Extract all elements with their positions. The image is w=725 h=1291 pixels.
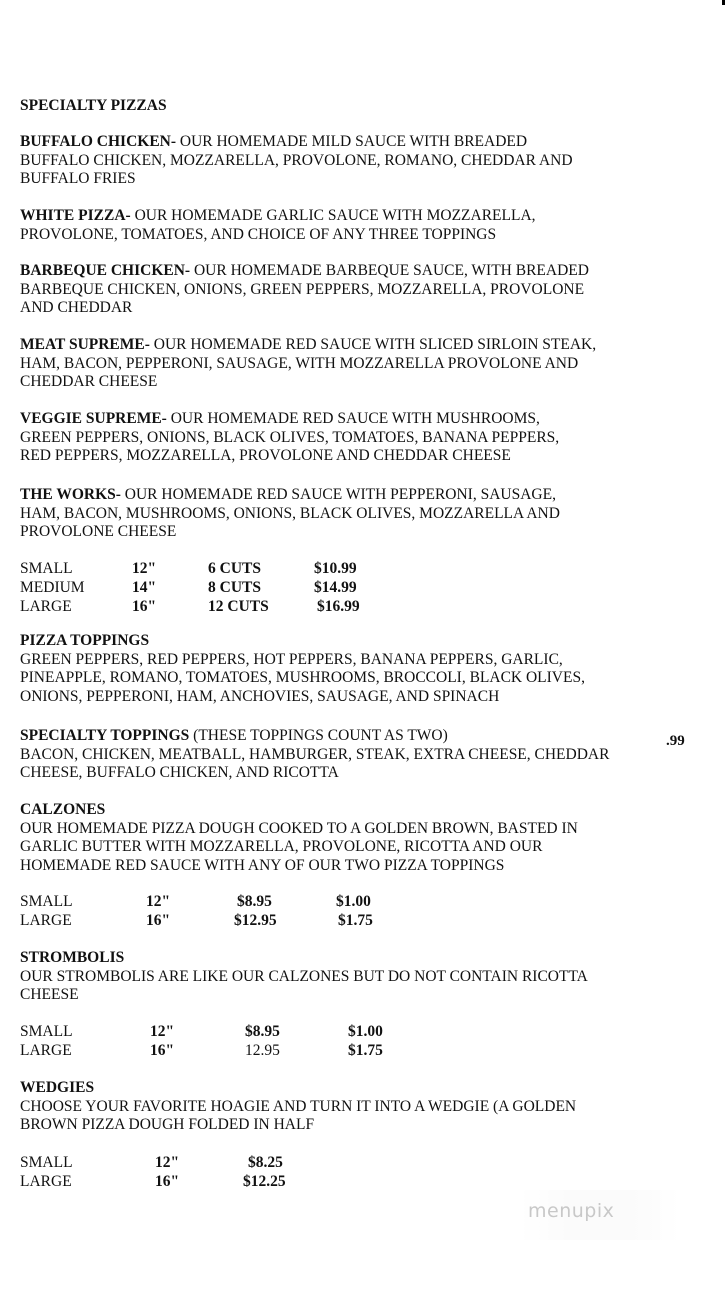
size-price: $8.95 [237,893,272,910]
pizza-name: MEAT SUPREME- [20,336,150,353]
size-price: $12.95 [234,912,277,929]
pizza-meat-supreme [20,336,660,392]
size-inches: 12" [155,1154,180,1171]
size-label: LARGE [20,1042,72,1059]
specialty-toppings-price: .99 [666,733,685,749]
size-price: 12.95 [245,1042,280,1059]
pizza-name: THE WORKS- [20,486,121,503]
pizza-desc: OUR HOMEMADE RED SAUCE WITH MUSHROOMS, [166,410,540,427]
calzones-section [20,801,660,875]
toppings-line: PINEAPPLE, ROMANO, TOMATOES, MUSHROOMS, BROCCOLI, BLACK OLIVES, [20,669,585,686]
pizza-desc: OUR HOMEMADE BARBEQUE SAUCE, WITH BREADED [190,262,589,279]
section-heading: CALZONES [20,801,106,818]
size-label: LARGE [20,598,72,615]
toppings-line: ONIONS, PEPPERONI, HAM, ANCHOVIES, SAUSAGE, AND SPINACH [20,687,500,705]
section-desc: HOMEMADE RED SAUCE WITH ANY OF OUR TWO PIZZA TOPPINGS [20,856,505,874]
pizza-desc: BUFFALO CHICKEN, MOZZARELLA, PROVOLONE, ROMANO, CHEDDAR AND [20,151,573,169]
size-inches: 16" [132,598,157,615]
section-desc: GARLIC BUTTER WITH MOZZARELLA, PROVOLONE, RICOTTA AND OUR [20,838,543,855]
pizza-desc: HAM, BACON, PEPPERONI, SAUSAGE, WITH MOZZARELLA PROVOLONE AND [20,354,579,372]
size-label: MEDIUM [20,579,85,596]
pizza-desc: PROVOLONE CHEESE [20,523,177,540]
size-inches: 12" [132,560,157,577]
wedgies-size-table [20,1154,660,1194]
size-label: SMALL [20,1023,73,1040]
size-price: $8.95 [245,1023,280,1040]
watermark [520,1190,680,1240]
size-label: SMALL [20,1154,73,1171]
size-price: $16.99 [317,598,360,615]
section-desc: OUR STROMBOLIS ARE LIKE OUR CALZONES BUT DO NOT CONTAIN RICOTTA [20,967,588,985]
pizza-toppings-section [20,632,660,706]
size-inches: 16" [150,1042,175,1059]
page-title: SPECIALTY PIZZAS [20,97,167,114]
pizza-desc: OUR HOMEMADE RED SAUCE WITH SLICED SIRLOIN STEAK, [149,336,597,353]
size-label: LARGE [20,912,72,929]
watermark-text: menupix [528,1200,615,1222]
topping-price: $1.75 [338,912,373,929]
size-label: SMALL [20,893,73,910]
size-label: LARGE [20,1173,72,1190]
size-cuts: 8 CUTS [208,579,261,596]
size-inches: 12" [146,893,171,910]
size-cuts: 12 CUTS [208,598,269,615]
wedgies-section [20,1079,660,1135]
pizza-desc: AND CHEDDAR [20,299,133,316]
pizza-desc: OUR HOMEMADE RED SAUCE WITH PEPPERONI, SAUSAGE, [120,486,556,503]
section-heading: WEDGIES [20,1079,95,1096]
calzones-size-table [20,893,660,933]
pizza-name: BARBEQUE CHICKEN- [20,262,191,279]
section-desc: BROWN PIZZA DOUGH FOLDED IN HALF [20,1116,315,1133]
topping-price: $1.00 [336,893,371,910]
pizza-the-works [20,486,660,542]
size-inches: 14" [132,579,157,596]
size-inches: 16" [146,912,171,929]
pizza-desc: RED PEPPERS, MOZZARELLA, PROVOLONE AND CHEDDAR CHEESE [20,447,511,464]
specialty-toppings-section [20,727,660,783]
section-desc: CHOOSE YOUR FAVORITE HOAGIE AND TURN IT INTO A WEDGIE (A GOLDEN [20,1097,577,1115]
size-inches: 16" [155,1173,180,1190]
strombolis-section [20,949,660,1005]
pizza-desc: OUR HOMEMADE MILD SAUCE WITH BREADED [176,133,528,150]
pizza-name: VEGGIE SUPREME- [20,410,167,427]
section-heading: SPECIALTY TOPPINGS [20,727,190,744]
pizza-desc: PROVOLONE, TOMATOES, AND CHOICE OF ANY THREE TOPPINGS [20,225,497,243]
pizza-buffalo-chicken [20,133,660,189]
pizza-veggie-supreme [20,410,660,466]
size-price: $14.99 [314,579,357,596]
pizza-desc: GREEN PEPPERS, ONIONS, BLACK OLIVES, TOMATOES, BANANA PEPPERS, [20,428,560,446]
size-label: SMALL [20,560,73,577]
pizza-barbeque-chicken [20,262,660,318]
toppings-line: BACON, CHICKEN, MEATBALL, HAMBURGER, STEAK, EXTRA CHEESE, CHEDDAR [20,745,610,763]
topping-price: $1.00 [348,1023,383,1040]
pizza-desc: HAM, BACON, MUSHROOMS, ONIONS, BLACK OLIVES, MOZZARELLA AND [20,504,560,522]
size-price: $8.25 [248,1154,283,1171]
pizza-desc: CHEDDAR CHEESE [20,373,158,390]
size-cuts: 6 CUTS [208,560,261,577]
pizza-desc: OUR HOMEMADE GARLIC SAUCE WITH MOZZARELLA, [130,207,536,224]
toppings-line: GREEN PEPPERS, RED PEPPERS, HOT PEPPERS, BANANA PEPPERS, GARLIC, [20,650,563,668]
pizza-desc: BUFFALO FRIES [20,170,136,187]
pizza-size-table [20,560,660,620]
section-desc: CHEESE [20,986,79,1003]
pizza-desc: BARBEQUE CHICKEN, ONIONS, GREEN PEPPERS, MOZZARELLA, PROVOLONE [20,280,585,298]
topping-price: $1.75 [348,1042,383,1059]
section-heading: STROMBOLIS [20,949,125,966]
pizza-name: BUFFALO CHICKEN- [20,133,177,150]
size-price: $10.99 [314,560,357,577]
strombolis-size-table [20,1023,660,1063]
section-note: (THESE TOPPINGS COUNT AS TWO) [189,727,448,744]
section-heading: PIZZA TOPPINGS [20,632,150,649]
section-desc: OUR HOMEMADE PIZZA DOUGH COOKED TO A GOLDEN BROWN, BASTED IN [20,819,578,837]
toppings-line: CHEESE, BUFFALO CHICKEN, AND RICOTTA [20,764,339,781]
pizza-name: WHITE PIZZA- [20,207,131,224]
pizza-white [20,207,660,244]
size-price: $12.25 [243,1173,286,1190]
size-inches: 12" [150,1023,175,1040]
